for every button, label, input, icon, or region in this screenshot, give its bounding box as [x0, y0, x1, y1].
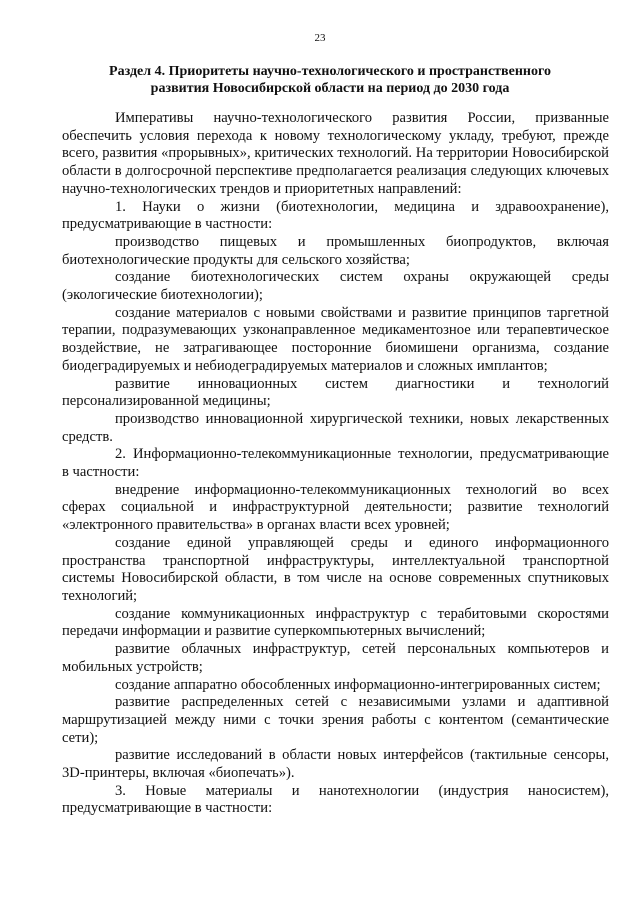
list-item: развитие исследований в области новых интерфейсов (тактильные сенсоры, 3D-принтеры, включая «биопечать»).	[62, 747, 609, 782]
list-item: создание материалов с новыми свойствами и развитие принципов таргетной терапии, подразумевающих узконаправленное медикаментозное или терапевтическое воздействие, не затрагивающее посторонние биомишени организма, создание биодеградируемых и небиодеградируемых материалов и сложных имплантов;	[62, 304, 609, 374]
list-item: развитие распределенных сетей с независимыми узлами и адаптивной маршрутизацией между ними с точки зрения работы с контентом (семантические сети);	[62, 694, 609, 746]
list-item: создание единой управляющей среды и единого информационного пространства транспортной инфраструктуры, интеллектуальной транспортной системы Новосибирской области, в том числе на основе современных спутниковых технологий;	[62, 534, 609, 604]
list-item: развитие инновационных систем диагностики и технологий персонализированной медицины;	[62, 375, 609, 410]
intro-paragraph: Императивы научно-технологического развития России, призванные обеспечить условия перехода к новому технологическому укладу, требуют, прежде всего, развития «прорывных», критических технологий. На территории Новосибирской области в долгосрочной перспективе предполагается реализация следующих ключевых научно-технологических трендов и приоритетных направлений:	[62, 110, 609, 197]
page-number: 23	[314, 32, 326, 44]
section-heading: Раздел 4. Приоритеты научно-технологического и пространственного развития Новосибирской области на период до 2030 года	[109, 64, 551, 96]
list-item: развитие облачных инфраструктур, сетей персональных компьютеров и мобильных устройств;	[62, 641, 609, 675]
body-text	[62, 110, 609, 818]
list-item: внедрение информационно-телекоммуникационных технологий во всех сферах социальной и инфраструктурной деятельности; развитие технологий «электронного правительства» в органах власти всех уровней;	[62, 481, 609, 534]
list-item: создание аппаратно обособленных информационно-интегрированных систем;	[115, 676, 601, 693]
list-item: производство инновационной хирургической техники, новых лекарственных средств.	[62, 410, 609, 445]
list-item: производство пищевых и промышленных биопродуктов, включая биотехнологические продукты для сельского хозяйства;	[62, 233, 609, 268]
list-item-heading-life-sciences: 1. Науки о жизни (биотехнологии, медицина и здравоохранение), предусматривающие в частности:	[62, 198, 609, 233]
list-item-heading-ict: 2. Информационно-телекоммуникационные технологии, предусматривающие в частности:	[62, 446, 609, 481]
list-item: создание биотехнологических систем охраны окружающей среды (экологические биотехнологии);	[62, 269, 609, 304]
list-item: создание коммуникационных инфраструктур с терабитовыми скоростями передачи информации и развитие суперкомпьютерных вычислений;	[62, 605, 609, 640]
list-item-heading-new-materials: 3. Новые материалы и нанотехнологии (индустрия наносистем), предусматривающие в частности:	[62, 782, 609, 817]
